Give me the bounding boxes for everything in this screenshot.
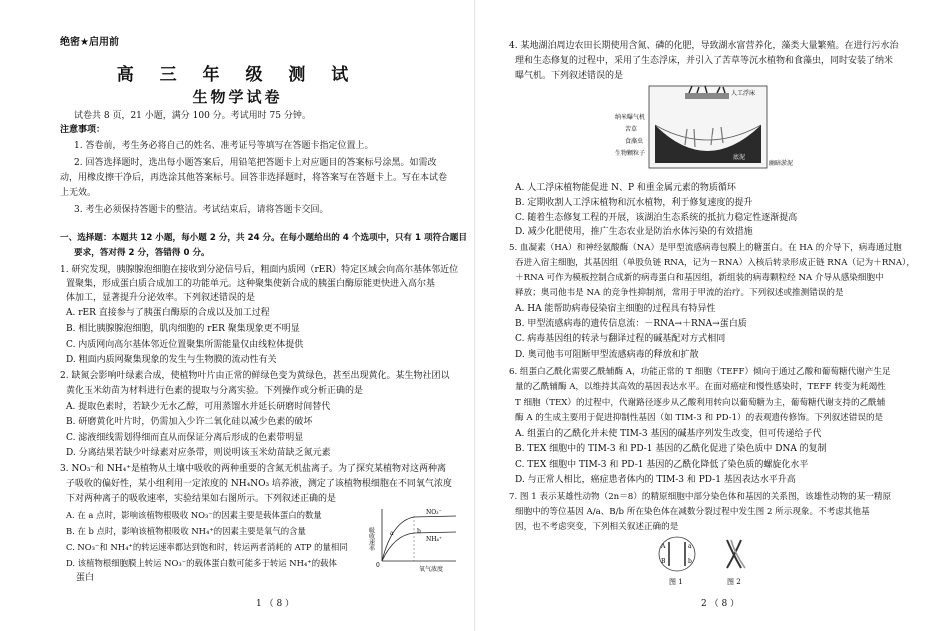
q2-line: 2. 缺氮会影响叶绿素合成，使植物叶片由正常的鲜绿色变为黄绿色，甚至出现黄化。某生物社团以 [60,371,450,381]
q6-option: B. TEX 细胞中的 TIM-3 和 PD-1 基因的乙酰化促进了染色质中 DNA 的复制 [515,444,827,454]
graph-origin: 0 [376,562,380,569]
section-header: 一、选择题：本题共 12 小题，每小题 2 分，共 24 分。在每小题给出的 4 个选项中，只有 1 项符合题目 [60,233,467,243]
q1-line: 置聚集，形成蛋白质合成加工的功能单元。这种聚集使新合成的胰蛋白酶原能更快进入高尔基 [66,279,436,289]
q4-lake-figure [615,85,805,171]
label-sludge: 幽暗淤泥 [769,160,794,167]
fig1-caption: 图 1 [669,578,683,586]
q7-line: 7. 图 1 表示某雄性动物（2n＝8）的精原细胞中部分染色体和基因的关系图，该雄性动物的某一精原 [509,492,892,502]
q3-line: 3. NO₃⁻和 NH₄⁺是植物从土壤中吸收的两种重要的含氮无机盐离子。为了探究某植物对这两种离 [60,464,447,474]
q3-option: B. 在 b 点时，影响该植物根吸收 NH₄⁺的因素主要是氧气的含量 [66,526,306,536]
q1-line: 1. 研究发现，胰腺腺泡细胞在接收到分泌信号后，粗面内质网（rER）特定区域会向高尔基体邻近位 [60,265,459,275]
notice-line: 动，用橡皮擦干净后，再选涂其他答案标号。回答非选择题时，将答案写在答题卡上。写在本试卷 [60,173,448,183]
q1-line: 体加工，显著提升分泌效率。下列叙述错误的是 [66,293,256,303]
graph-point-a: a [390,530,394,537]
q7-line: 因，也不考虑突变，下列相关叙述正确的是 [515,522,679,532]
label-water: 水 [711,134,718,141]
q5-line: 5. 血凝素（HA）和神经氨酸酶（NA）是甲型流感病毒包膜上的糖蛋白。在 HA 的介导下，病毒通过胞 [509,243,902,253]
q4-line: 曝气机。下列叙述错误的是 [515,71,624,81]
fig1-gene-a: a [688,543,692,550]
notice-line: 3. 考生必须保持答题卡的整洁。考试结束后，请将答题卡交回。 [74,205,329,215]
q5-option: C. 病毒基因组的转录与翻译过程的碱基配对方式相同 [515,334,726,344]
q4-option: C. 随着生态修复工程的开展，该湖泊生态系统的抵抗力稳定性逐渐提高 [515,213,798,223]
subject-title: 生物学试卷 [192,88,283,106]
graph-line2-label: NH₄⁺ [426,536,443,543]
q2-line: 黄化玉米幼苗为材料进行色素的提取与分离实验。下列操作或分析正确的是 [66,386,364,396]
q4-option: B. 定期收割人工浮床植物和沉水植物，利于修复速度的提升 [515,198,753,208]
label-particles: 生物颗粒子 [615,150,646,157]
q3-line: 下对两种离子的吸收速率，实验结果如右图所示。下列叙述正确的是 [66,494,337,504]
exam-info: 试卷共 8 页，21 小题，满分 100 分。考试用时 75 分钟。 [74,111,311,121]
q3-line: 子吸收的偏好性，某小组利用一定浓度的 NH₄NO₃ 培养液，测定了该植物根细胞在不同氧气浓度 [66,479,452,489]
q5-option: B. 甲型流感病毒的遗传信息流：－RNA→＋RNA→蛋白质 [515,319,747,329]
right-page [475,0,950,631]
q6-line: 量的乙酰辅酶 A，以维持其高效的基因表达水平。在面对癌症和慢性感染时，TEFF 转变为耗竭性 [515,382,886,392]
q5-line: 吞进入宿主细胞，其基因组（单股负链 RNA，记为－RNA）入核后转录形成正链 RNA（记为＋RNA）， [515,258,915,268]
q6-option: A. 组蛋白的乙酰化并未使 TIM-3 基因的碱基序列发生改变，但可传递给子代 [515,429,822,439]
q1-option: A. rER 直接参与了胰蛋白酶原的合成以及加工过程 [66,308,270,318]
q6-option: C. TEX 细胞中 TIM-3 和 PD-1 基因的乙酰化降低了染色质的螺旋化水平 [515,460,809,470]
exam-title: 高 三 年 级 测 试 [116,65,359,85]
q2-option: B. 研磨黄化叶片时，仍需加入少许二氧化硅以减少色素的破坏 [66,417,313,427]
q2-option: D. 分离结果若缺少叶绿素对应条带，则说明该玉米幼苗缺乏氮元素 [66,448,331,458]
graph-line1-label: NO₃⁻ [426,509,442,516]
no3-curve [382,516,456,561]
page-number-right: 2 （ 8 ） [701,599,740,609]
secret-label: 绝密★启用前 [60,37,119,48]
fig2-crossover [727,540,741,568]
q6-option: D. 与正常人相比，癌症患者体内的 TIM-3 和 PD-1 基因表达水平升高 [515,475,796,485]
q1-option: B. 相比胰腺腺泡细胞，肌肉细胞的 rER 聚集现象更不明显 [66,324,300,334]
q7-figures [655,534,775,588]
q1-option: D. 粗面内质网聚集现象的发生与生物膜的流动性有关 [66,355,277,365]
q4-line: 理和生态修复的过程中，采用了生态浮床，并引入了苦草等沉水植物和食藻虫，同时安装了纳米 [515,56,894,66]
notice-line: 上无效。 [60,188,97,198]
float-bed [685,93,729,99]
q5-option: D. 奥司他韦可阻断甲型流感病毒的释放和扩散 [515,350,699,360]
fig2-caption: 图 2 [727,578,741,586]
q3-option: C. NO₃⁻和 NH₄⁺的转运速率都达到饱和时，转运两者消耗的 ATP 的量相同 [66,542,348,552]
q6-line: 6. 组蛋白乙酰化需要乙酰辅酶 A，功能正常的 T 细胞（TEFF）倾向于通过乙酸和葡萄糖代谢产生足 [509,367,891,377]
graph-xlabel: 氧气浓度 [419,566,444,573]
q4-option: D. 减少化肥使用，推广生态农业是防治水体污染的有效措施 [515,227,753,237]
q3-absorption-graph [367,503,460,573]
notice-line: 1. 答卷前，考生务必将自己的姓名、准考证号等填写在答题卡指定位置上。 [74,141,374,151]
graph-ylabel: 吸收速率 [367,527,375,551]
notice-line: 2. 回答选择题时，选出每小题答案后，用铅笔把答题卡上对应题目的答案标号涂黑。如需改 [74,158,437,168]
q1-option: C. 内质网向高尔基体邻近位置聚集所需能量仅由线粒体提供 [66,340,304,350]
label-grass: 苦草 [625,126,638,133]
graph-point-b: b [417,528,421,535]
q3-option-cont: 蛋白 [76,573,95,583]
label-sediment: 底泥 [733,154,746,161]
q6-line: T 细胞（TEX）的过程中，代谢路径逐步从乙酸利用转向以葡萄糖为主，葡萄糖代谢支持的乙酰辅 [515,398,886,408]
q3-option: D. 该植物根细胞膜上转运 NO₃⁻的载体蛋白数可能多于转运 NH₄⁺的载体 [66,558,337,568]
label-algae-eater: 食藻虫 [625,138,644,145]
fig1-gene-b: b [688,558,692,565]
fig1-gene-A: A [661,543,666,550]
label-aerator: 纳米曝气机 [615,114,646,121]
label-float: 人工浮床 [731,90,756,97]
q5-option: A. HA 能帮助病毒侵染宿主细胞的过程具有特异性 [515,304,716,314]
fig1-gene-B: B [661,558,666,565]
q4-option: A. 人工浮床植物能促进 N、P 和重金属元素的物质循环 [515,183,736,193]
q5-line: 释放；奥司他韦是 NA 的竞争性抑制剂，常用于甲流的治疗。下列叙述或推测错误的是 [515,288,844,298]
section-header-cont: 要求，答对得 2 分，答错得 0 分。 [74,248,210,258]
q2-option: A. 提取色素时，若缺少无水乙醇，可用蒸馏水并延长研磨时间替代 [66,402,331,412]
q5-line: ＋RNA 可作为模板控制合成新的病毒蛋白和基因组，新组装的病毒颗粒经 NA 介导从感染细胞中 [515,273,884,283]
q2-option: C. 滤液细线需划得细而直从而保证分离后形成的色素带明显 [66,433,304,443]
q6-line: 酶 A 的生成主要用于促进抑制性基因（如 TIM-3 和 PD-1）的表观遗传修饰。下列叙述错误的是 [515,413,884,423]
q4-line: 4. 某地湖泊周边农田长期使用含氮、磷的化肥，导致湖水富营养化，藻类大量繁殖。在进行污水治 [509,41,899,51]
q7-line: 细胞中的等位基因 A/a、B/b 所在染色体在减数分裂过程中发生图 2 所示现象。不考虑其他基 [515,507,870,517]
q3-option: A. 在 a 点时，影响该植物根吸收 NO₃⁻的因素主要是载体蛋白的数量 [66,510,322,520]
notice-title: 注意事项： [60,125,106,135]
page-number-left: 1 （ 8 ） [256,599,295,609]
